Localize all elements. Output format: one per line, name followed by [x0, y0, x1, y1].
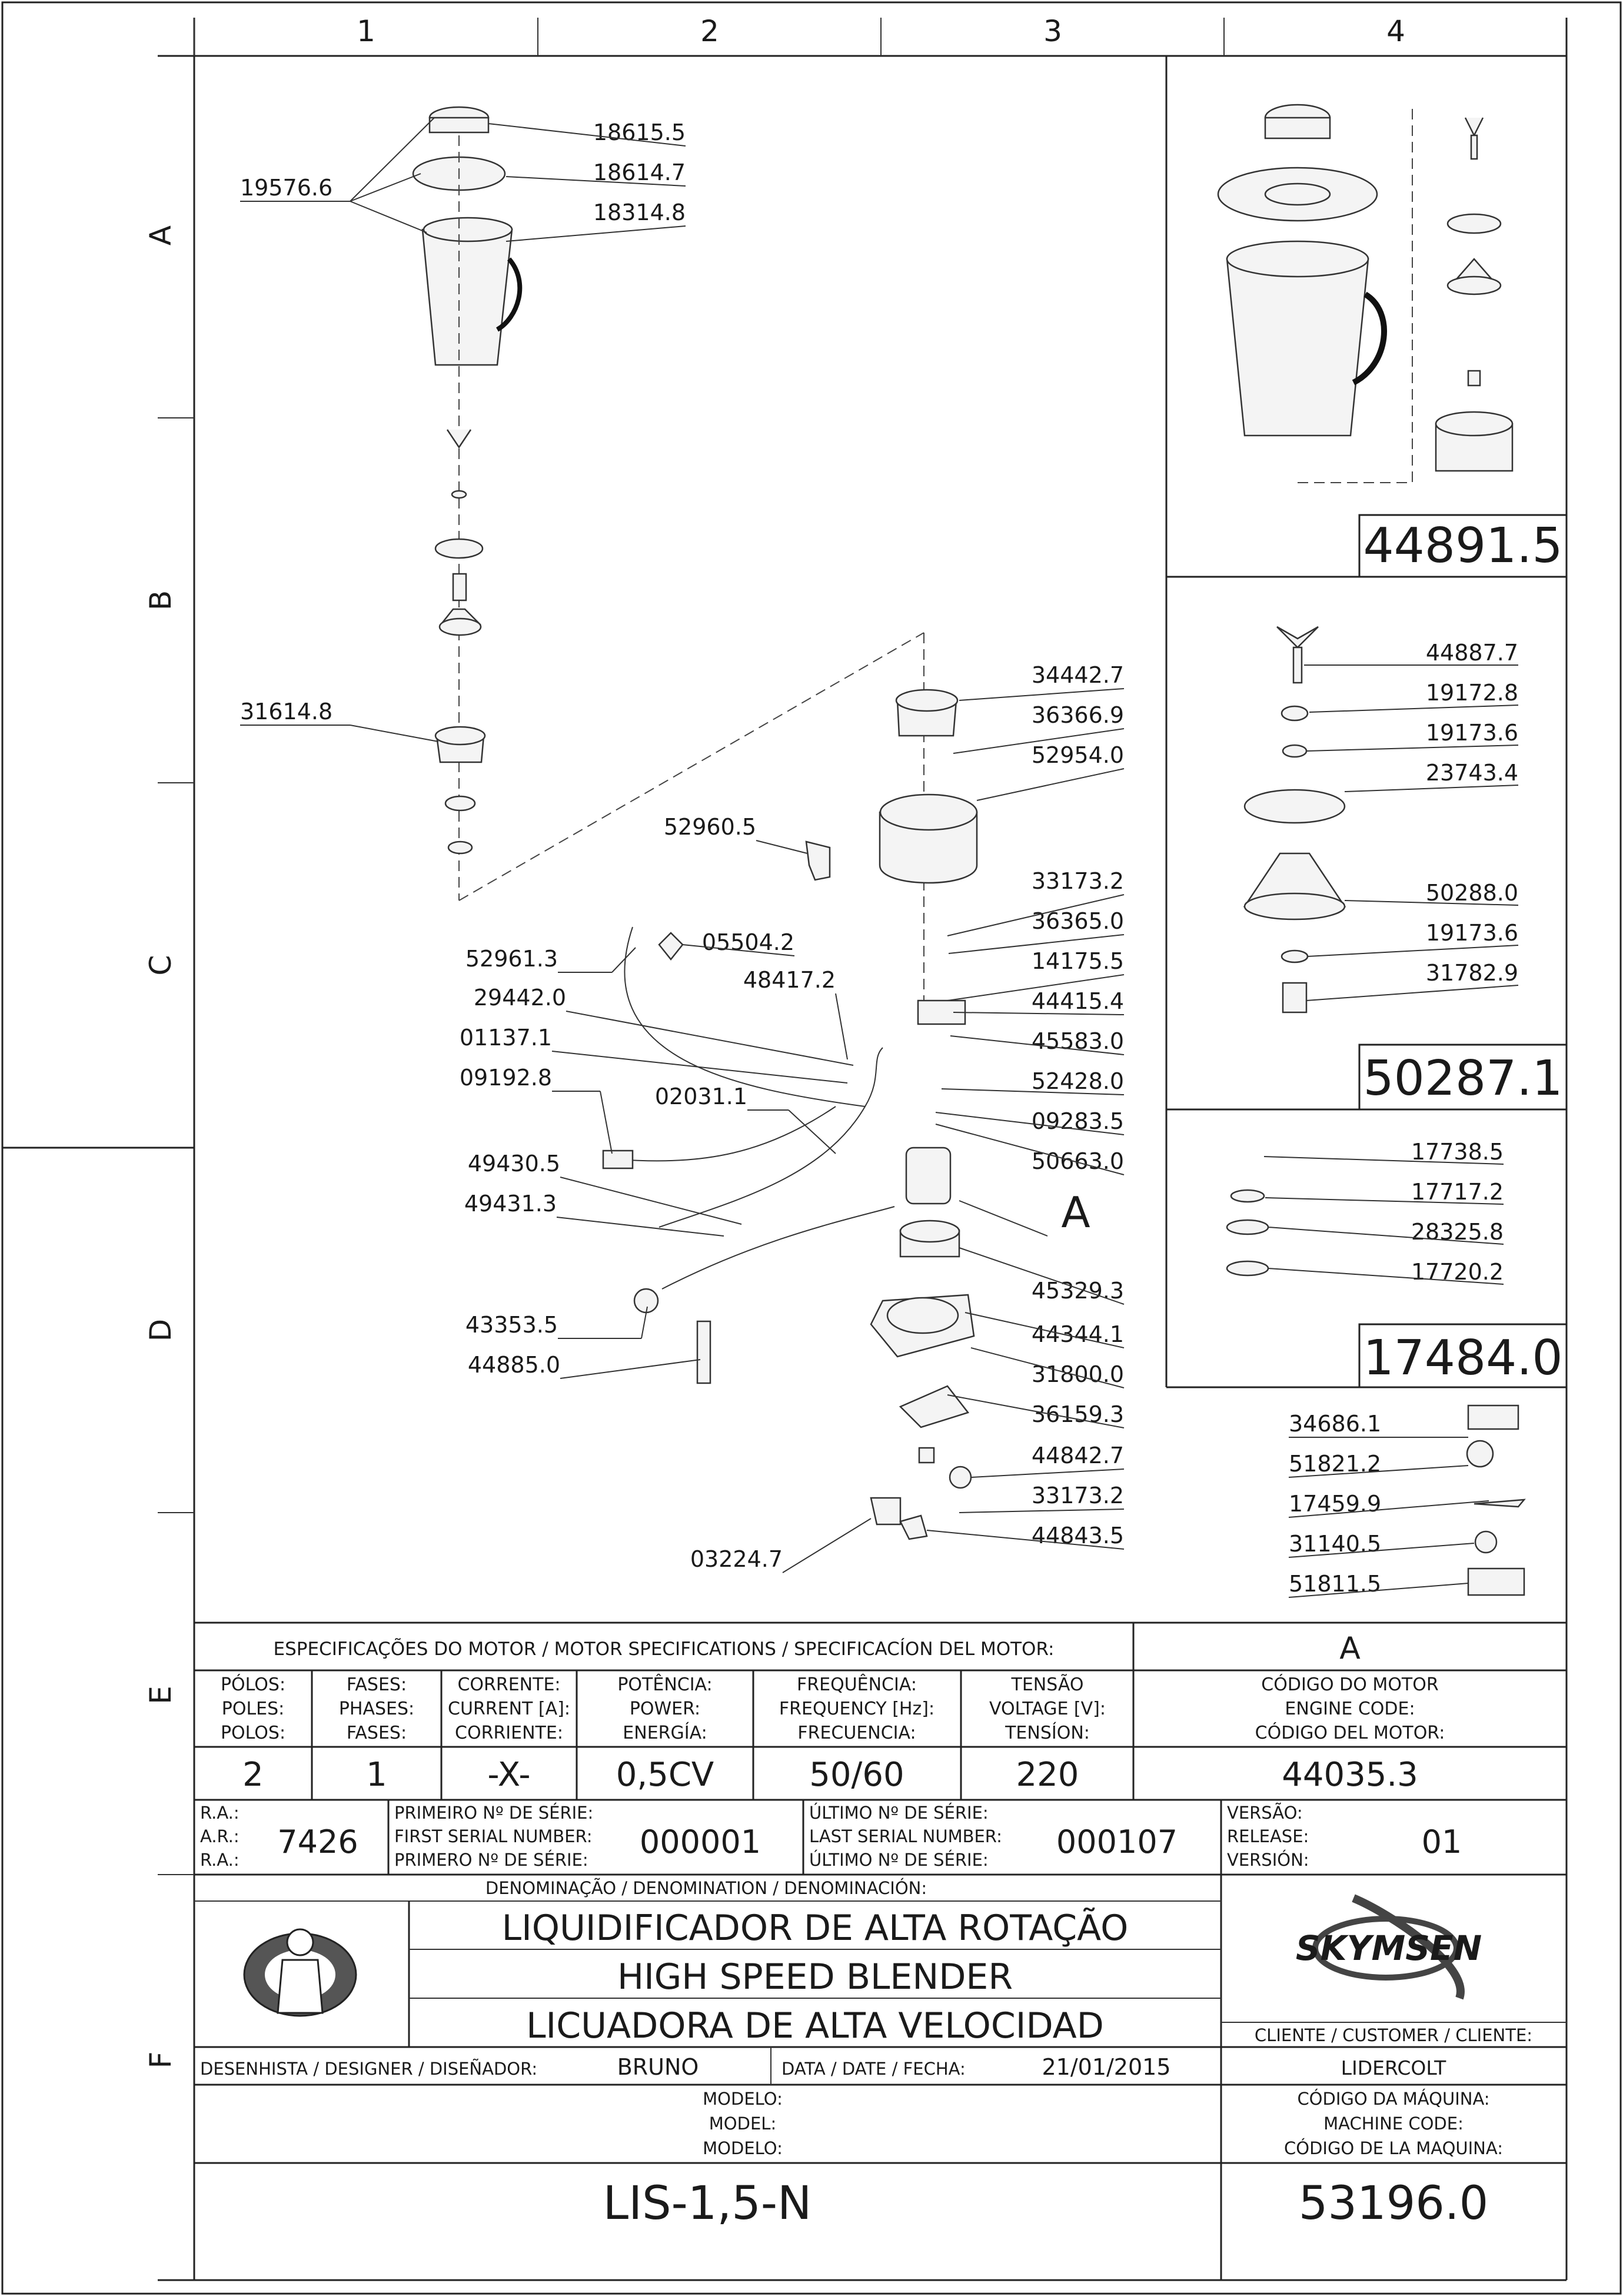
grid-col-2: 2: [700, 14, 719, 48]
motor-spec-table: [194, 1623, 1567, 1800]
last-serial-label-pt: ÚLTIMO Nº DE SÉRIE:: [809, 1803, 989, 1823]
header-power-es: ENERGÍA:: [623, 1723, 707, 1743]
header-poles-en: POLES:: [221, 1699, 285, 1719]
title-block: [194, 1800, 1567, 2280]
machine-code-label-pt: CÓDIGO DA MÁQUINA:: [1297, 2089, 1490, 2109]
label-51811-5: 51811.5: [1289, 1571, 1382, 1597]
callout-44887-7: 44887.7: [1425, 640, 1518, 666]
callout-14175-5: 14175.5: [1031, 948, 1124, 974]
header-frequency-en: FREQUENCY [Hz]:: [779, 1699, 935, 1719]
header-voltage-pt: TENSÃO: [1011, 1674, 1084, 1695]
callout-19576-6: 19576.6: [240, 175, 333, 201]
machine-code-value: 53196.0: [1298, 2177, 1489, 2230]
machine-code-label-es: CÓDIGO DE LA MAQUINA:: [1284, 2138, 1503, 2158]
motor-spec-id: A: [1339, 1631, 1361, 1666]
product-name-es: LICUADORA DE ALTA VELOCIDAD: [526, 2005, 1104, 2046]
date-value: 21/01/2015: [1042, 2054, 1171, 2080]
callout-49431-3: 49431.3: [464, 1191, 557, 1217]
header-current-es: CORRIENTE:: [455, 1723, 563, 1743]
callout-52961-3: 52961.3: [465, 946, 558, 972]
exploded-jar-assembly: [413, 107, 924, 1001]
spec-value-poles: 2: [242, 1756, 264, 1794]
callout-09192-8: 09192.8: [459, 1065, 552, 1091]
header-power-en: POWER:: [629, 1699, 701, 1719]
callout-17717-2: 17717.2: [1411, 1179, 1504, 1205]
callout-02031-1: 02031.1: [654, 1084, 747, 1109]
callout-19172-8: 19172.8: [1425, 680, 1518, 706]
version-label-pt: VERSÃO:: [1227, 1803, 1303, 1823]
grid-row-C: C: [144, 955, 178, 976]
callout-36366-9: 36366.9: [1031, 702, 1124, 728]
first-serial-label-en: FIRST SERIAL NUMBER:: [394, 1826, 593, 1846]
header-current-en: CURRENT [A]:: [448, 1699, 570, 1719]
callout-36159-3: 36159.3: [1031, 1401, 1124, 1427]
spec-value-voltage: 220: [1016, 1756, 1079, 1794]
callout-03224-7: 03224.7: [690, 1546, 783, 1572]
callout-05504-2: 05504.2: [701, 929, 794, 955]
brand-name: SKYMSEN: [1295, 1928, 1482, 1968]
callout-18615-5: 18615.5: [593, 119, 686, 145]
callout-52960-5: 52960.5: [663, 814, 756, 840]
header-phases-pt: FASES:: [346, 1674, 407, 1695]
date-label: DATA / DATE / FECHA:: [781, 2059, 966, 2079]
callout-44415-4: 44415.4: [1031, 988, 1124, 1014]
accessory-label-icons: [1467, 1405, 1524, 1595]
callout-33173-2b: 33173.2: [1031, 1483, 1124, 1508]
header-current-pt: CORRENTE:: [457, 1674, 561, 1695]
model-value: LIS-1,5-N: [603, 2177, 812, 2230]
callout-23743-4: 23743.4: [1425, 760, 1518, 786]
authorized-service-badge-logo: [244, 1929, 356, 2016]
spec-value-current: -X-: [487, 1756, 531, 1794]
coupling-kit-panel: [1227, 1139, 1567, 1387]
label-31140-5: 31140.5: [1289, 1531, 1382, 1557]
designer-label: DESENHISTA / DESIGNER / DISEÑADOR:: [200, 2059, 538, 2079]
callout-52428-0: 52428.0: [1031, 1068, 1124, 1094]
grid-row-B: B: [144, 590, 178, 611]
callout-18614-7: 18614.7: [593, 160, 686, 185]
label-51821-2: 51821.2: [1289, 1451, 1382, 1477]
callout-44885-0: 44885.0: [467, 1352, 560, 1378]
model-label-en: MODEL:: [709, 2114, 777, 2134]
callout-44843-5: 44843.5: [1031, 1523, 1124, 1549]
grid-row-D: D: [144, 1318, 178, 1342]
ground-symbol-icon: [1475, 1531, 1496, 1553]
callout-29442-0: 29442.0: [473, 985, 566, 1011]
callout-44842-7: 44842.7: [1031, 1443, 1124, 1468]
header-engine-code-pt: CÓDIGO DO MOTOR: [1261, 1674, 1439, 1695]
customer-value: LIDERCOLT: [1341, 2056, 1446, 2079]
spec-value-power: 0,5CV: [616, 1756, 714, 1794]
label-17459-9: 17459.9: [1289, 1491, 1382, 1517]
warning-sticker-icon: [1468, 1405, 1518, 1429]
callout-31782-9: 31782.9: [1425, 960, 1518, 986]
header-phases-en: PHASES:: [338, 1699, 415, 1719]
motor-marker-A: A: [1061, 1188, 1090, 1237]
blade-kit-panel: [1245, 627, 1567, 1109]
designer-value: BRUNO: [617, 2054, 699, 2080]
callout-45583-0: 45583.0: [1031, 1028, 1124, 1054]
version-value: 01: [1421, 1823, 1462, 1860]
header-engine-code-en: ENGINE CODE:: [1285, 1699, 1415, 1719]
header-power-pt: POTÊNCIA:: [617, 1674, 713, 1695]
ra-label-3: R.A.:: [200, 1850, 240, 1870]
header-voltage-es: TENSÍON:: [1005, 1723, 1090, 1743]
header-frequency-es: FRECUENCIA:: [797, 1723, 916, 1743]
spec-value-engine-code: 44035.3: [1282, 1756, 1418, 1794]
ra-label-2: A.R.:: [200, 1826, 240, 1846]
callout-31800-0: 31800.0: [1031, 1361, 1124, 1387]
kit-code-jar: 44891.5: [1363, 518, 1563, 574]
callout-33173-2: 33173.2: [1031, 868, 1124, 894]
ra-label-1: R.A.:: [200, 1803, 240, 1823]
kit-code-blade: 50287.1: [1363, 1051, 1563, 1107]
product-name-en: HIGH SPEED BLENDER: [617, 1956, 1013, 1998]
callout-34442-7: 34442.7: [1031, 662, 1124, 688]
rating-plate-icon: [1468, 1569, 1524, 1595]
grid-col-3: 3: [1043, 14, 1062, 48]
callout-50663-0: 50663.0: [1031, 1148, 1124, 1174]
callout-31614-8: 31614.8: [240, 699, 333, 725]
kit-code-coupling: 17484.0: [1363, 1330, 1563, 1386]
callout-36365-0: 36365.0: [1031, 908, 1124, 934]
ra-value: 7426: [277, 1823, 358, 1860]
callout-48417-2: 48417.2: [743, 967, 836, 993]
first-serial-label-pt: PRIMEIRO Nº DE SÉRIE:: [394, 1803, 594, 1823]
header-phases-es: FASES:: [346, 1723, 407, 1743]
callout-19173-6b: 19173.6: [1425, 920, 1518, 946]
product-name-pt: LIQUIDIFICADOR DE ALTA ROTAÇÃO: [501, 1908, 1129, 1949]
customer-label: CLIENTE / CUSTOMER / CLIENTE:: [1254, 2025, 1533, 2045]
brand-emblem-icon: [1474, 1500, 1524, 1507]
round-seal-icon: [1467, 1441, 1493, 1467]
callout-09283-5: 09283.5: [1031, 1108, 1124, 1134]
callout-43353-5: 43353.5: [465, 1312, 558, 1338]
callout-17720-2: 17720.2: [1411, 1259, 1504, 1285]
header-poles-es: POLOS:: [220, 1723, 286, 1743]
callout-52954-0: 52954.0: [1031, 742, 1124, 768]
callout-17738-5: 17738.5: [1411, 1139, 1504, 1165]
last-serial-label-en: LAST SERIAL NUMBER:: [809, 1826, 1002, 1846]
callout-45329-3: 45329.3: [1031, 1278, 1124, 1304]
last-serial-value: 000107: [1056, 1823, 1178, 1860]
model-label-pt: MODELO:: [703, 2089, 783, 2109]
callout-50288-0: 50288.0: [1425, 880, 1518, 906]
spec-value-frequency: 50/60: [809, 1756, 904, 1794]
first-serial-value: 000001: [639, 1823, 761, 1860]
callout-49430-5: 49430.5: [467, 1151, 560, 1177]
grid-col-1: 1: [357, 14, 375, 48]
motor-spec-title: ESPECIFICAÇÕES DO MOTOR / MOTOR SPECIFICATIONS / SPECIFICACÍON DEL MOTOR:: [273, 1639, 1055, 1660]
callout-28325-8: 28325.8: [1411, 1219, 1504, 1245]
model-label-es: MODELO:: [703, 2138, 783, 2158]
header-frequency-pt: FREQUÊNCIA:: [797, 1674, 917, 1695]
spec-value-phases: 1: [366, 1756, 387, 1794]
callout-44344-1: 44344.1: [1031, 1321, 1124, 1347]
grid-row-A: A: [144, 225, 178, 246]
skymsen-brand-logo: [1296, 1898, 1482, 1998]
header-poles-pt: PÓLOS:: [220, 1674, 286, 1695]
header-voltage-en: VOLTAGE [V]:: [989, 1699, 1106, 1719]
motor-base-assembly: [603, 690, 977, 1539]
grid-col-4: 4: [1386, 14, 1405, 48]
version-label-en: RELEASE:: [1227, 1826, 1309, 1846]
callout-18314-8: 18314.8: [593, 200, 686, 225]
callout-01137-1: 01137.1: [459, 1025, 552, 1051]
machine-code-label-en: MACHINE CODE:: [1323, 2114, 1464, 2134]
grid-row-E: E: [144, 1686, 178, 1704]
header-engine-code-es: CÓDIGO DEL MOTOR:: [1255, 1723, 1445, 1743]
version-label-es: VERSIÓN:: [1227, 1850, 1309, 1870]
grid-row-F: F: [144, 2051, 178, 2069]
first-serial-label-es: PRIMERO Nº DE SÉRIE:: [394, 1850, 588, 1870]
callout-19173-6: 19173.6: [1425, 720, 1518, 746]
last-serial-label-es: ÚLTIMO Nº DE SÉRIE:: [809, 1850, 989, 1870]
label-34686-1: 34686.1: [1289, 1411, 1382, 1437]
denomination-label: DENOMINAÇÃO / DENOMINATION / DENOMINACIÓN:: [485, 1878, 927, 1898]
